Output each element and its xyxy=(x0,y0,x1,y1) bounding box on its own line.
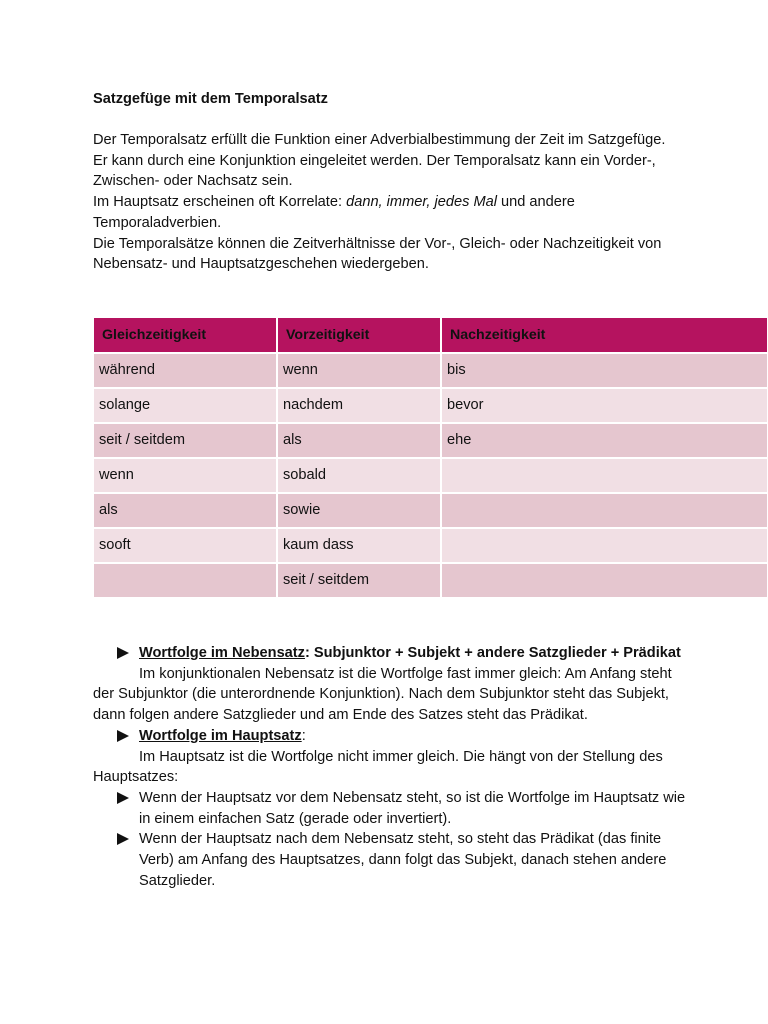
page-title: Satzgefüge mit dem Temporalsatz xyxy=(93,91,328,107)
table-row xyxy=(94,564,767,597)
nebensatz-heading-underlined: Wortfolge im Nebensatz xyxy=(139,645,305,661)
section-hauptsatz xyxy=(93,726,693,747)
table-row xyxy=(94,354,767,387)
table-cell: sooft xyxy=(94,529,276,562)
table-cell: seit / seitdem xyxy=(278,564,440,597)
table-cell: solange xyxy=(94,389,276,422)
table-row xyxy=(94,529,767,562)
table-header-row xyxy=(94,318,767,352)
table-row xyxy=(94,389,767,422)
intro-p3-end: und andere Temporaladverbien. xyxy=(93,194,575,231)
table-cell xyxy=(442,564,767,597)
correlates-italic: dann, immer, jedes Mal xyxy=(346,194,497,211)
intro-paragraph-4: Die Temporalsätze können die Zeitverhältnisse der Vor-, Gleich- oder Nachzeitigkeit von Nebensatz- und Hauptsatzgeschehen wiedergeben. xyxy=(93,235,662,273)
section-hauptsatz-text: Im Hauptsatz ist die Wortfolge nicht immer gleich. Die hängt von der Stellung des Hauptsatzes: xyxy=(93,748,663,786)
header-gleichzeitigkeit: Gleichzeitigkeit xyxy=(94,318,276,352)
table-cell: sobald xyxy=(278,459,440,492)
section-hauptsatz-heading xyxy=(139,726,693,747)
table-cell: als xyxy=(278,424,440,457)
word-order-notes xyxy=(93,643,693,891)
table-cell: nachdem xyxy=(278,389,440,422)
right-triangle-icon xyxy=(117,788,131,808)
table-cell: seit / seitdem xyxy=(94,424,276,457)
right-triangle-icon xyxy=(117,726,131,746)
right-triangle-icon xyxy=(117,829,131,849)
table-cell xyxy=(442,459,767,492)
table-cell: bis xyxy=(442,354,767,387)
hauptsatz-heading-underlined: Wortfolge im Hauptsatz xyxy=(139,727,302,744)
list-item xyxy=(93,788,693,829)
nebensatz-heading-rest: : Subjunktor + Subjekt + andere Satzglieder + Prädikat xyxy=(304,645,681,661)
intro-paragraph-1: Der Temporalsatz erfüllt die Funktion einer Adverbialbestimmung der Zeit im Satzgefüge. xyxy=(93,132,666,148)
header-vorzeitigkeit: Vorzeitigkeit xyxy=(278,318,440,352)
section-nebensatz xyxy=(93,643,693,664)
table-cell: während xyxy=(94,354,276,387)
table-cell: ehe xyxy=(442,424,767,457)
hauptsatz-heading-rest: : xyxy=(301,727,306,744)
intro-paragraph-2: Er kann durch eine Konjunktion eingeleitet werden. Der Temporalsatz kann ein Vorder-, Zwischen- oder Nachsatz sein. xyxy=(93,152,656,190)
table-row xyxy=(94,424,767,457)
conjunction-table xyxy=(92,316,768,599)
table-cell: kaum dass xyxy=(278,529,440,562)
table-cell xyxy=(442,494,767,527)
list-item xyxy=(93,829,693,891)
bullet-text-1: Wenn der Hauptsatz vor dem Nebensatz steht, so ist die Wortfolge im Hauptsatz wie in einem einfachen Satz (gerade oder invertiert). xyxy=(139,789,686,827)
right-triangle-icon xyxy=(117,643,131,663)
section-nebensatz-text: Im konjunktionalen Nebensatz ist die Wortfolge fast immer gleich: Am Anfang steht der Subjunktor (die unterordnende Konjunktion). Nach dem Subjunktor steht das Subjekt, dann folgen andere Satzglieder und am Ende des Satzes steht das Prädikat. xyxy=(93,665,672,724)
table-row xyxy=(94,494,767,527)
table-cell: als xyxy=(94,494,276,527)
bullet-text-2: Wenn der Hauptsatz nach dem Nebensatz steht, so steht das Prädikat (das finite Verb) am Anfang des Hauptsatzes, dann folgt das Subjekt, danach stehen andere Satzglieder. xyxy=(139,831,667,889)
table-cell: bevor xyxy=(442,389,767,422)
table-cell xyxy=(94,564,276,597)
section-nebensatz-heading xyxy=(139,643,693,664)
table-row xyxy=(94,459,767,492)
table-cell xyxy=(442,529,767,562)
table-cell: sowie xyxy=(278,494,440,527)
intro-paragraph-3 xyxy=(93,192,693,233)
intro-text xyxy=(93,130,693,275)
table-cell: wenn xyxy=(278,354,440,387)
intro-p3-start: Im Hauptsatz erscheinen oft Korrelate: xyxy=(93,194,347,211)
table-cell: wenn xyxy=(94,459,276,492)
header-nachzeitigkeit: Nachzeitigkeit xyxy=(442,318,767,352)
